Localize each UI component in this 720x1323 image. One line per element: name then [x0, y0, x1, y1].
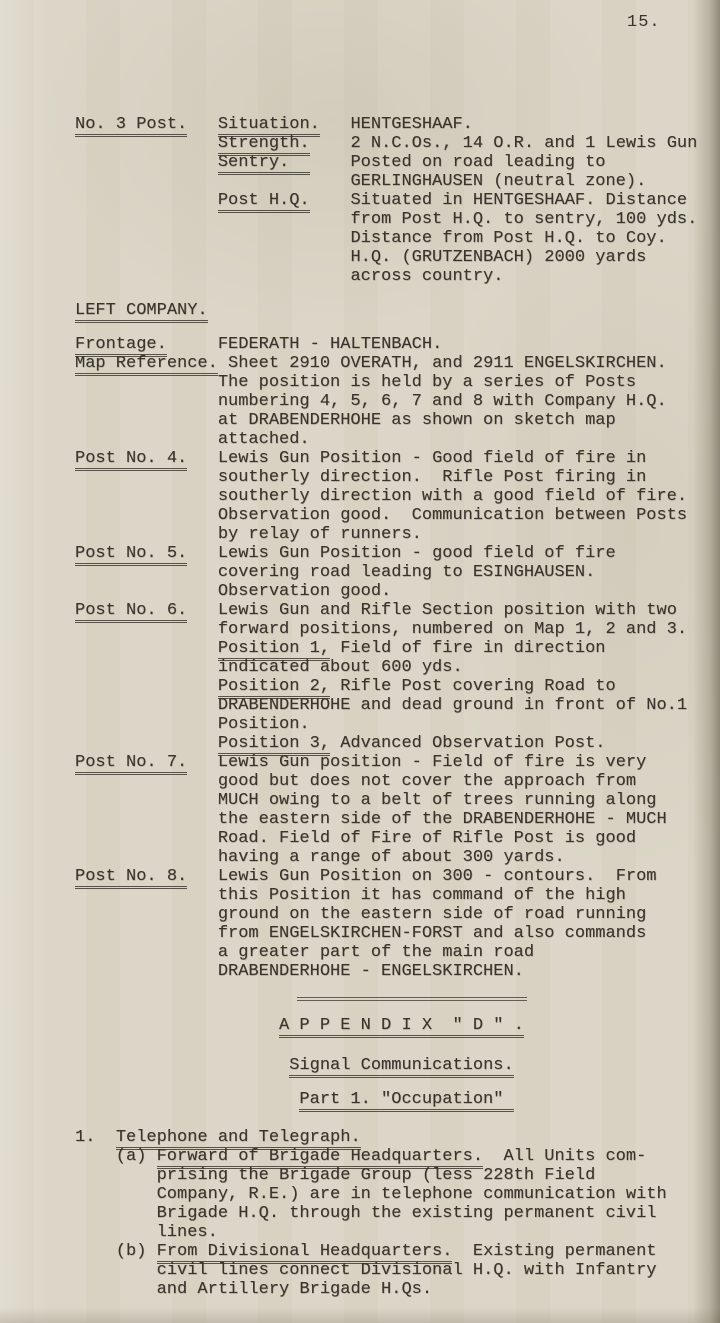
underlined-text: Sentry. — [218, 153, 310, 175]
doc-line — [75, 734, 720, 753]
doc-line — [75, 715, 720, 734]
text: 2 N.C.Os., 14 O.R. and 1 Lewis Gun — [350, 134, 698, 153]
doc-line — [75, 411, 720, 430]
doc-line — [75, 248, 720, 267]
doc-line — [75, 848, 720, 867]
doc-line — [75, 1204, 720, 1223]
doc-line — [75, 1128, 720, 1147]
doc-line — [75, 1185, 720, 1204]
doc-line — [75, 115, 720, 134]
underlined-text: Post No. 7. — [75, 753, 187, 775]
text: Company, R.E.) are in telephone communication with — [156, 1185, 667, 1204]
text — [187, 115, 218, 134]
underlined-text: Post No. 6. — [75, 601, 187, 623]
text — [187, 753, 218, 772]
text: prising the Brigade Group (less 228th Field — [156, 1166, 596, 1185]
doc-line — [75, 791, 720, 810]
text: Lewis Gun Position - Good field of fire in — [217, 449, 647, 468]
text: DRABENDERHOHE - ENGELSKIRCHEN. — [217, 962, 524, 981]
text: H.Q. (GRUTZENBACH) 2000 yards — [350, 248, 647, 267]
text: Lewis Gun and Rifle Section position with two — [217, 601, 677, 620]
doc-line — [75, 430, 720, 449]
text: Situated in HENTGESHAAF. Distance — [350, 191, 688, 210]
text: Field of fire in direction — [330, 639, 606, 658]
doc-line — [75, 943, 720, 962]
text: The position is held by a series of Posts — [217, 373, 637, 392]
doc-line — [75, 1242, 720, 1261]
text — [310, 134, 351, 153]
doc-line — [75, 867, 720, 886]
doc-line — [75, 962, 720, 981]
doc-line — [75, 1090, 720, 1109]
text: civil lines connect Divisional H.Q. with Infantry — [156, 1261, 657, 1280]
text — [95, 1128, 115, 1147]
text: Road. Field of Fire of Rifle Post is good — [217, 829, 637, 848]
text: Observation good. — [217, 582, 392, 601]
doc-line — [75, 172, 720, 191]
underlined-text: Map Reference. — [75, 354, 218, 376]
doc-line — [75, 229, 720, 248]
text — [187, 544, 218, 563]
text: Lewis Gun position - Field of fire is very — [217, 753, 647, 772]
doc-line — [75, 1223, 720, 1242]
underlined-text: Signal Communications. — [289, 1056, 513, 1078]
doc-line — [75, 267, 720, 286]
underlined-text: Position 2, — [218, 677, 330, 699]
doc-line — [75, 487, 720, 506]
text: 1. — [75, 1128, 96, 1147]
doc-line — [75, 658, 720, 677]
text: forward positions, numbered on Map 1, 2 and 3. — [217, 620, 688, 639]
text: Observation good. Communication between Posts — [217, 506, 688, 525]
text: FEDERATH - HALTENBACH. — [217, 335, 443, 354]
underlined-text: Frontage. — [75, 335, 167, 357]
text: ground on the eastern side of road running — [217, 905, 647, 924]
text: this Position it has command of the high — [217, 886, 626, 905]
doc-line — [75, 506, 720, 525]
text: (a) — [115, 1147, 157, 1166]
underlined-text: A P P E N D I X " D " . — [279, 1016, 524, 1038]
doc-line — [75, 810, 720, 829]
doc-line — [75, 639, 720, 658]
doc-line — [75, 1280, 720, 1299]
text: southerly direction. Rifle Post firing in — [217, 468, 647, 487]
doc-line — [75, 829, 720, 848]
text: GERLINGHAUSEN (neutral zone). — [350, 172, 647, 191]
doc-line — [75, 905, 720, 924]
underlined-text: Post H.Q. — [218, 191, 310, 213]
underlined-text: Telephone and Telegraph. — [116, 1128, 361, 1150]
doc-line — [75, 210, 720, 229]
text: covering road leading to ESINGHAUSEN. — [217, 563, 596, 582]
page-number: 15. — [627, 13, 661, 32]
text: HENTGESHAAF. — [350, 115, 473, 134]
text: Position. — [217, 715, 310, 734]
text: Posted on road leading to — [350, 153, 606, 172]
text: at DRABENDERHOHE as shown on sketch map — [217, 411, 616, 430]
text: Lewis Gun Position on 300 - contours. From — [217, 867, 657, 886]
underlined-text: Forward of Brigade Headquarters. — [157, 1147, 483, 1169]
text: Distance from Post H.Q. to Coy. — [350, 229, 667, 248]
text: the eastern side of the DRABENDERHOHE - MUCH — [217, 810, 667, 829]
underlined-text: Strength. — [218, 134, 310, 156]
doc-line — [75, 544, 720, 563]
text: attached. — [217, 430, 310, 449]
underlined-text: From Divisional Headquarters. — [157, 1242, 453, 1264]
doc-line — [75, 1166, 720, 1185]
text: (b) — [115, 1242, 157, 1261]
text — [320, 115, 351, 134]
doc-line — [75, 601, 720, 620]
doc-line — [75, 335, 720, 354]
text: indicated about 600 yds. — [217, 658, 463, 677]
underlined-text: Position 1, — [218, 639, 330, 661]
doc-line — [75, 525, 720, 544]
doc-line — [75, 1016, 720, 1035]
text: numbering 4, 5, 6, 7 and 8 with Company H.Q. — [217, 392, 667, 411]
text: and Artillery Brigade H.Qs. — [156, 1280, 433, 1299]
underlined-text: Post No. 4. — [75, 449, 187, 471]
doc-line — [75, 696, 720, 715]
text: MUCH owing to a belt of trees running along — [217, 791, 657, 810]
section-divider — [297, 997, 527, 1001]
underlined-text: Post No. 8. — [75, 867, 187, 889]
text: Lewis Gun Position - good field of fire — [217, 544, 616, 563]
doc-line — [75, 354, 720, 373]
text: southerly direction with a good field of fire. — [217, 487, 688, 506]
underlined-text: Post No. 5. — [75, 544, 187, 566]
text: a greater part of the main road — [217, 943, 535, 962]
doc-line — [75, 677, 720, 696]
text: Rifle Post covering Road to — [330, 677, 616, 696]
doc-line — [75, 449, 720, 468]
doc-line — [75, 191, 720, 210]
text — [167, 335, 218, 354]
text: DRABENDERHOHE and dead ground in front of No.1 — [217, 696, 688, 715]
text — [310, 191, 351, 210]
doc-line — [75, 1147, 720, 1166]
doc-line — [75, 753, 720, 772]
text: Brigade H.Q. through the existing permanent civil — [156, 1204, 657, 1223]
text — [218, 354, 228, 373]
doc-line — [75, 153, 720, 172]
text: lines. — [156, 1223, 218, 1242]
underlined-text: Part 1. "Occupation" — [299, 1090, 513, 1112]
doc-line — [75, 1056, 720, 1075]
doc-line — [75, 1261, 720, 1280]
text: from ENGELSKIRCHEN-FORST and also commands — [217, 924, 647, 943]
text: by relay of runners. — [217, 525, 422, 544]
underlined-text: No. 3 Post. — [75, 115, 187, 137]
text: good but does not cover the approach from — [217, 772, 637, 791]
doc-line — [75, 301, 720, 320]
text — [187, 867, 218, 886]
text: from Post H.Q. to sentry, 100 yds. — [350, 210, 698, 229]
text: All Units com- — [483, 1147, 647, 1166]
text: Sheet 2910 OVERATH, and 2911 ENGELSKIRCHEN. — [228, 354, 667, 373]
text: having a range of about 300 yards. — [217, 848, 565, 867]
underlined-text: LEFT COMPANY. — [75, 301, 208, 323]
doc-line — [75, 924, 720, 943]
text — [187, 449, 218, 468]
text: Advanced Observation Post. — [330, 734, 606, 753]
text: Existing permanent — [452, 1242, 657, 1261]
text — [187, 601, 218, 620]
doc-line — [75, 392, 720, 411]
text — [310, 153, 351, 172]
doc-line — [75, 582, 720, 601]
underlined-text: Situation. — [218, 115, 320, 137]
underlined-text: Position 3, — [218, 734, 330, 756]
text: across country. — [350, 267, 504, 286]
